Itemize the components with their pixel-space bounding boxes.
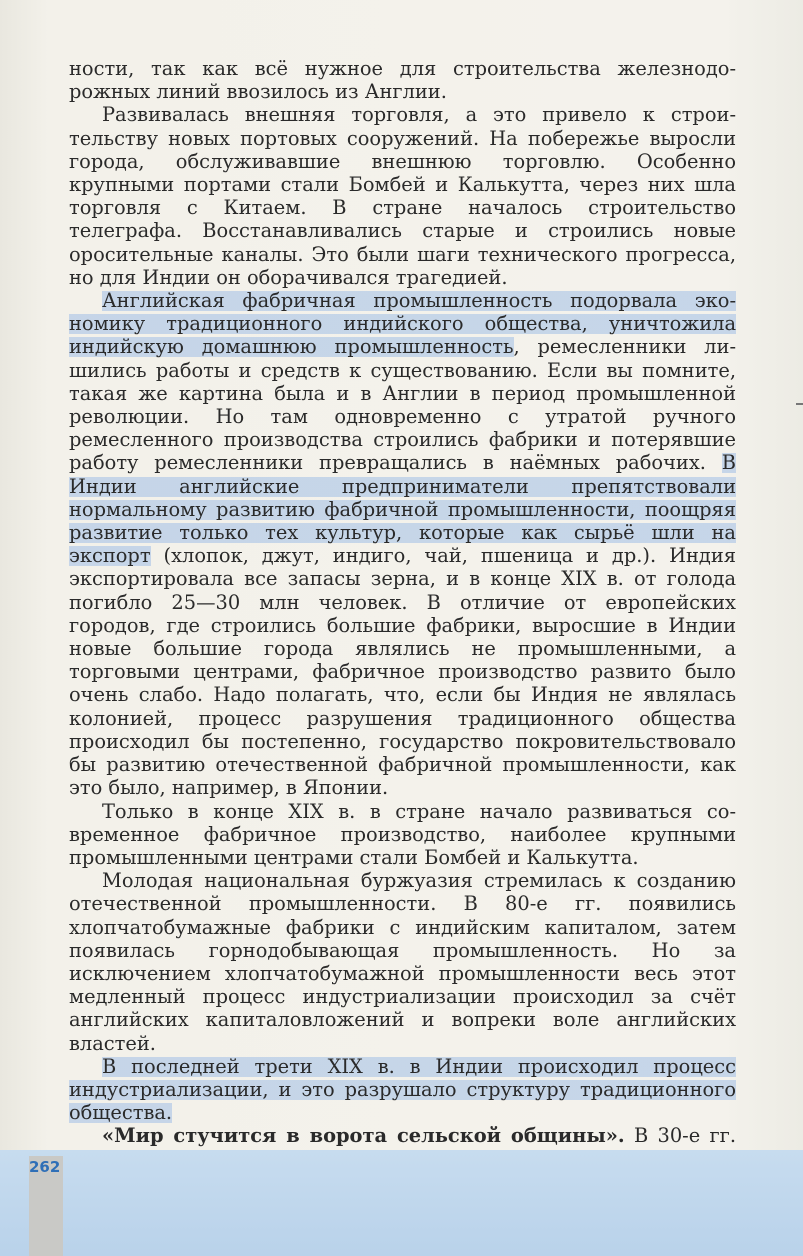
section-heading-inline: «Мир стучится в ворота сельской общины».	[102, 1124, 625, 1148]
text-run: Молодая национальная буржуазия стремилась к созданию отечественной промышленности. В 80-е гг. появились хлопчатобумажные фабрики с индийским капиталом, затем появилась горнодобывающая промышленность. Но за исключением хлопчатобумажной промышленности весь этот медленный процесс индустриализации происходил за счёт английских капиталовложений и вопреки воле английских властей.	[69, 869, 736, 1055]
paragraph-industrialization-summary	[69, 1055, 736, 1125]
paragraph-continued	[69, 57, 736, 103]
paragraph-foreign-trade	[69, 103, 736, 289]
text-run: , ремесленники лишились работы и средств к существованию. Если вы помните, такая же картина была и в Англии в период промышленной революции. Но там одновременно с утратой ручного ремесленного производства строились фабрики и потерявшие работу ремесленники превращались в наёмных рабочих.	[69, 335, 736, 475]
text-run: (хлопок, джут, индиго, чай, пшеница и др.). Индия экспортировала все запасы зерна, и в конце XIX в. от голода погибло 25—30 млн человек. В отличие от европейских городов, где строились большие фабрики, выросшие в Индии новые большие города являлись не промышленными, а торговыми центрами, фабричное производство развито было очень слабо. Надо полагать, что, если бы Индия не являлась колонией, процесс разрушения традиционного общества происходил бы постепенно, государство покровительствовало бы развитию отечественной фабричной промышленности, как это было, например, в Японии.	[69, 544, 736, 800]
footer-band	[0, 1150, 803, 1256]
paragraph-industry-impact	[69, 289, 736, 799]
text-run: Только в конце XIX в. в стране начало развиваться современное фабричное производство, наиболее крупными промышленными центрами стали Бомбей и Калькутта.	[69, 799, 736, 869]
highlighted-text: Английская фабричная промышленность подорвала экономику традиционного индийского общества, уничтожила индийскую домашнюю промышленность	[69, 289, 736, 359]
text-run: ности, так как всё нужное для строительства железнодорожных линий ввозилось из Англии.	[69, 57, 736, 104]
page-edge-mark	[796, 403, 803, 405]
text-run: Развивалась внешняя торговля, а это привело к строительству новых портовых сооружений. На побережье выросли города, обслуживавшие внешнюю торговлю. Особенно крупными портами стали Бомбей и Калькутта, через них шла торговля с Китаем. В стране началось строительство телеграфа. Восстанавливались старые и строились новые оросительные каналы. Это были шаги технического прогресса, но для Индии он оборачивался трагедией.	[69, 103, 736, 289]
page-number: 262	[29, 1158, 61, 1176]
body-text	[69, 57, 736, 1194]
highlighted-text: В последней трети XIX в. в Индии происходил процесс индустриализации, и это разрушало структуру традиционного общества.	[69, 1054, 736, 1125]
text-run: В 30-е гг.	[633, 1124, 736, 1148]
paragraph-late-19th	[69, 800, 736, 870]
paragraph-bourgeoisie	[69, 869, 736, 1055]
highlighted-text: В Индии английские предприниматели препятствовали нормальному развитию фабричной промышленности, поощряя развитие только тех культур, которые как сырьё шли на экспорт	[69, 451, 736, 568]
